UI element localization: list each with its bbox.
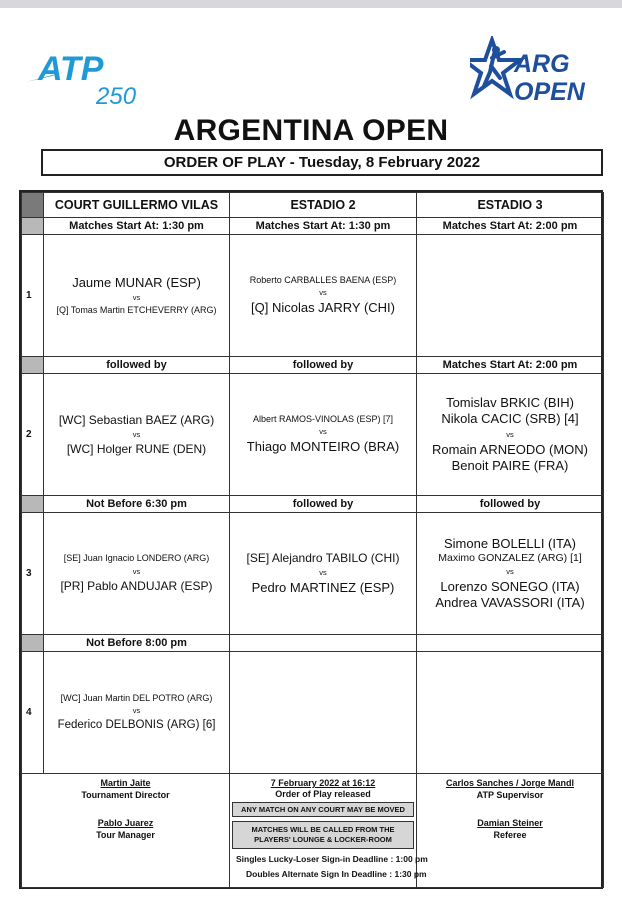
order-of-play-grid: [19, 190, 603, 889]
match-cell: [230, 235, 417, 357]
match-number: 2: [22, 374, 44, 496]
top-bar: [0, 0, 622, 8]
player-top: Tomislav BRKIC (BIH): [446, 395, 574, 410]
match-cell: [44, 235, 230, 357]
match-cell: [44, 652, 230, 774]
supervisor-role: ATP Supervisor: [476, 790, 544, 800]
court-name: ESTADIO 2: [230, 193, 417, 218]
match-cell: [230, 513, 417, 635]
player-top-partner: Nikola CACIC (SRB) [4]: [441, 411, 579, 427]
player-bottom: [WC] Holger RUNE (DEN): [66, 441, 207, 456]
player-bottom-partner: Benoit PAIRE (FRA): [451, 457, 569, 473]
doubles-deadline-label: Doubles Alternate Sign In Deadline :: [246, 868, 393, 879]
footer-right: [417, 774, 604, 888]
footer-left: [22, 774, 230, 888]
start-time-row: [22, 635, 604, 652]
player-top: Albert RAMOS-VINOLAS (ESP) [7]: [252, 413, 394, 424]
svg-text:ARG: ARG: [514, 50, 570, 78]
row-marker: [22, 218, 44, 235]
player-top: [WC] Sebastian BAEZ (ARG): [58, 412, 215, 427]
start-time: followed by: [44, 357, 230, 374]
player-bottom: [Q] Nicolas JARRY (CHI): [251, 300, 395, 315]
vs-label: vs: [132, 293, 141, 302]
vs-label: vs: [319, 427, 327, 436]
footer-row: [22, 774, 604, 888]
start-time: followed by: [417, 496, 604, 513]
player-top: [SE] Alejandro TABILO (CHI): [246, 550, 400, 565]
player-top: Simone BOLELLI (ITA): [444, 535, 576, 551]
manager-role: Tour Manager: [96, 830, 155, 840]
referee-name: Damian Steiner: [477, 818, 543, 828]
match-cell: [44, 513, 230, 635]
match-row: [22, 235, 604, 357]
vs-label: vs: [319, 288, 327, 297]
singles-deadline-time: 1:00 pm: [395, 854, 428, 865]
release-date: 7 February 2022 at 16:12: [270, 778, 376, 788]
supervisor-name: Carlos Sanches / Jorge Mandl: [445, 778, 575, 788]
match-row: [22, 374, 604, 496]
match-cell-empty: [417, 235, 604, 357]
player-bottom: [Q] Tomas Martin ETCHEVERRY (ARG): [56, 305, 217, 315]
row-marker: [22, 496, 44, 513]
svg-text:OPEN: OPEN: [514, 78, 585, 106]
match-row: [22, 513, 604, 635]
start-time: [230, 635, 417, 652]
start-time: Not Before 6:30 pm: [44, 496, 230, 513]
svg-text:250: 250: [96, 83, 137, 106]
player-top: [SE] Juan Ignacio LONDERO (ARG): [63, 553, 210, 564]
director-role: Tournament Director: [81, 790, 170, 800]
match-cell: [44, 374, 230, 496]
start-time: [417, 635, 604, 652]
player-bottom: Romain ARNEODO (MON): [431, 441, 589, 457]
director-name: Martin Jaite: [100, 778, 151, 788]
start-time-row: [22, 496, 604, 513]
match-cell: [417, 374, 604, 496]
player-top-partner: Maximo GONZALEZ (ARG) [1]: [438, 551, 582, 564]
notice-called: MATCHES WILL BE CALLED FROM THE PLAYERS' LOUNGE & LOCKER-ROOM: [232, 821, 414, 849]
doubles-deadline-time: 1:30 pm: [394, 868, 427, 879]
footer-center: [230, 774, 428, 888]
order-of-play-date: ORDER OF PLAY - Tuesday, 8 February 2022: [41, 149, 603, 176]
vs-label: vs: [132, 429, 141, 439]
start-time: Matches Start At: 2:00 pm: [417, 218, 604, 235]
match-cell-empty: [417, 652, 604, 774]
manager-name: Pablo Juarez: [97, 818, 154, 828]
arg-open-logo: [470, 36, 600, 114]
singles-deadline-label: Singles Lucky-Loser Sign-in Deadline :: [236, 854, 394, 865]
release-label: Order of Play released: [275, 789, 371, 799]
row-marker: [22, 635, 44, 652]
notice-moved: ANY MATCH ON ANY COURT MAY BE MOVED: [232, 802, 414, 817]
player-top: [WC] Juan Martin DEL POTRO (ARG): [60, 692, 213, 703]
corner-cell: [22, 193, 44, 218]
deadlines: [232, 852, 428, 881]
start-time: Not Before 8:00 pm: [44, 635, 230, 652]
player-bottom: Thiago MONTEIRO (BRA): [246, 439, 400, 454]
match-number: 4: [22, 652, 44, 774]
player-bottom: [PR] Pablo ANDUJAR (ESP): [60, 578, 213, 593]
court-name: COURT GUILLERMO VILAS: [44, 193, 230, 218]
vs-label: vs: [132, 705, 141, 715]
court-header-row: [22, 193, 604, 218]
vs-label: vs: [132, 566, 141, 576]
player-bottom-partner: Andrea VAVASSORI (ITA): [435, 595, 585, 611]
tournament-title: ARGENTINA OPEN: [173, 114, 449, 147]
svg-text:ATP: ATP: [38, 50, 104, 88]
player-bottom: Pedro MARTINEZ (ESP): [251, 579, 395, 595]
vs-label: vs: [506, 566, 514, 576]
vs-label: vs: [319, 567, 327, 577]
match-cell: [417, 513, 604, 635]
player-bottom: Federico DELBONIS (ARG) [6]: [57, 718, 216, 731]
court-name: ESTADIO 3: [417, 193, 604, 218]
player-top: Jaume MUNAR (ESP): [72, 274, 201, 290]
start-time-row: [22, 357, 604, 374]
atp-250-logo: [24, 44, 149, 106]
start-time: Matches Start At: 1:30 pm: [44, 218, 230, 235]
start-time: Matches Start At: 2:00 pm: [417, 357, 604, 374]
match-cell: [230, 374, 417, 496]
referee-role: Referee: [493, 830, 527, 840]
player-top: Roberto CARBALLES BAENA (ESP): [249, 274, 397, 285]
start-time: Matches Start At: 1:30 pm: [230, 218, 417, 235]
match-number: 1: [22, 235, 44, 357]
match-cell-empty: [230, 652, 417, 774]
start-time-row: [22, 218, 604, 235]
start-time: followed by: [230, 496, 417, 513]
match-number: 3: [22, 513, 44, 635]
row-marker: [22, 357, 44, 374]
player-bottom: Lorenzo SONEGO (ITA): [440, 578, 580, 594]
vs-label: vs: [506, 429, 514, 439]
start-time: followed by: [230, 357, 417, 374]
match-row: [22, 652, 604, 774]
